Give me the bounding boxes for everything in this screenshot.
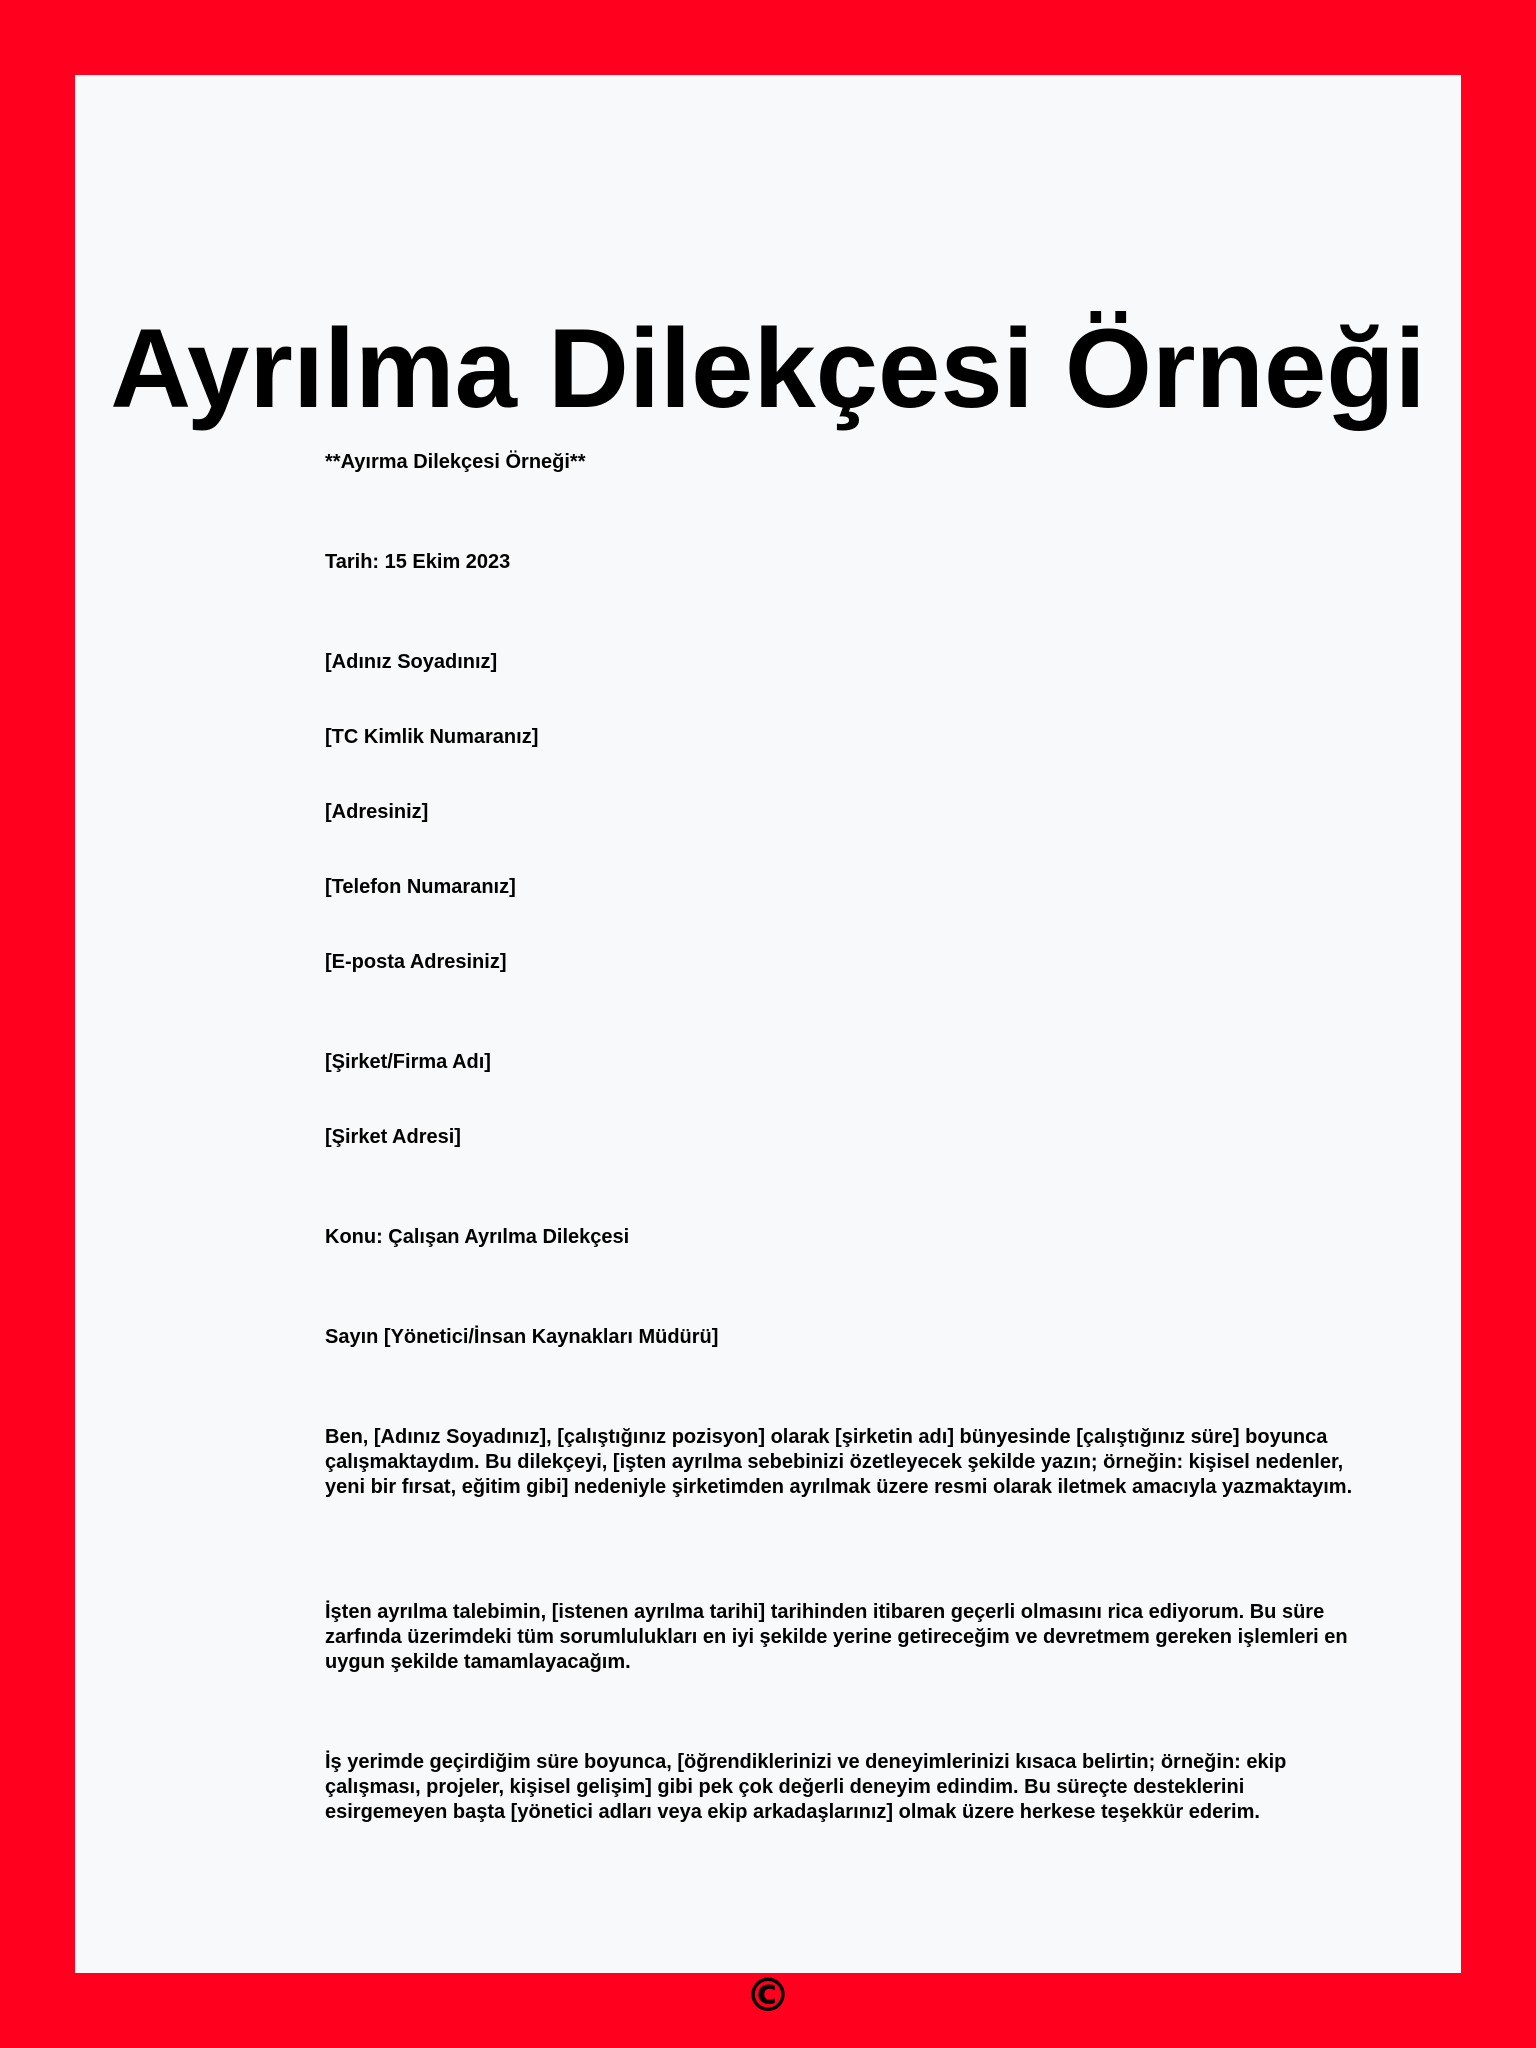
- date-line: Tarih: 15 Ekim 2023: [325, 551, 511, 573]
- sender-email: [E-posta Adresiniz]: [325, 951, 507, 973]
- body-paragraph: İş yerimde geçirdiğim süre boyunca, [öğrendiklerinizi ve deneyimlerinizi kısaca belirtin; örneğin: ekip çalışması, projeler, kişisel gelişim] gibi pek çok değerli deneyim edindim. Bu süreçte desteklerini esirgemeyen başta [yönetici adları veya ekip arkadaşlarınız] olmak üzere herkese teşekkür ederim.: [325, 1751, 1287, 1823]
- sender-address: [Adresiniz]: [325, 801, 429, 823]
- copyright-symbol: ©: [745, 1968, 791, 2022]
- document-page: [75, 75, 1461, 2022]
- sender-id-number: [TC Kimlik Numaranız]: [325, 726, 539, 748]
- document-title: Ayrılma Dilekçesi Örneği: [110, 306, 1426, 431]
- recipient-company-address: [Şirket Adresi]: [325, 1126, 461, 1148]
- sender-phone: [Telefon Numaranız]: [325, 876, 516, 898]
- recipient-company: [Şirket/Firma Adı]: [325, 1051, 491, 1073]
- body-paragraph: İşten ayrılma talebimin, [istenen ayrılma tarihi] tarihinden itibaren geçerli olmasını rica ediyorum. Bu süre zarfında üzerimdeki tüm sorumlulukları en iyi şekilde yerine getireceğim ve devretmem gereken işlemleri en uygun şekilde tamamlayacağım.: [325, 1601, 1348, 1673]
- salutation: Sayın [Yönetici/İnsan Kaynakları Müdürü]: [325, 1326, 719, 1348]
- subject-line: Konu: Çalışan Ayrılma Dilekçesi: [325, 1226, 630, 1248]
- document-heading: **Ayırma Dilekçesi Örneği**: [325, 451, 586, 473]
- sender-name: [Adınız Soyadınız]: [325, 651, 498, 673]
- body-paragraph: Ben, [Adınız Soyadınız], [çalıştığınız pozisyon] olarak [şirketin adı] bünyesinde [çalıştığınız süre] boyunca çalışmaktaydım. Bu dilekçeyi, [işten ayrılma sebebinizi özetleyecek şekilde yazın; örneğin: kişisel nedenler, yeni bir fırsat, eğitim gibi] nedeniyle şirketimden ayrılmak üzere resmi olarak iletmek amacıyla yazmaktayım.: [325, 1426, 1353, 1498]
